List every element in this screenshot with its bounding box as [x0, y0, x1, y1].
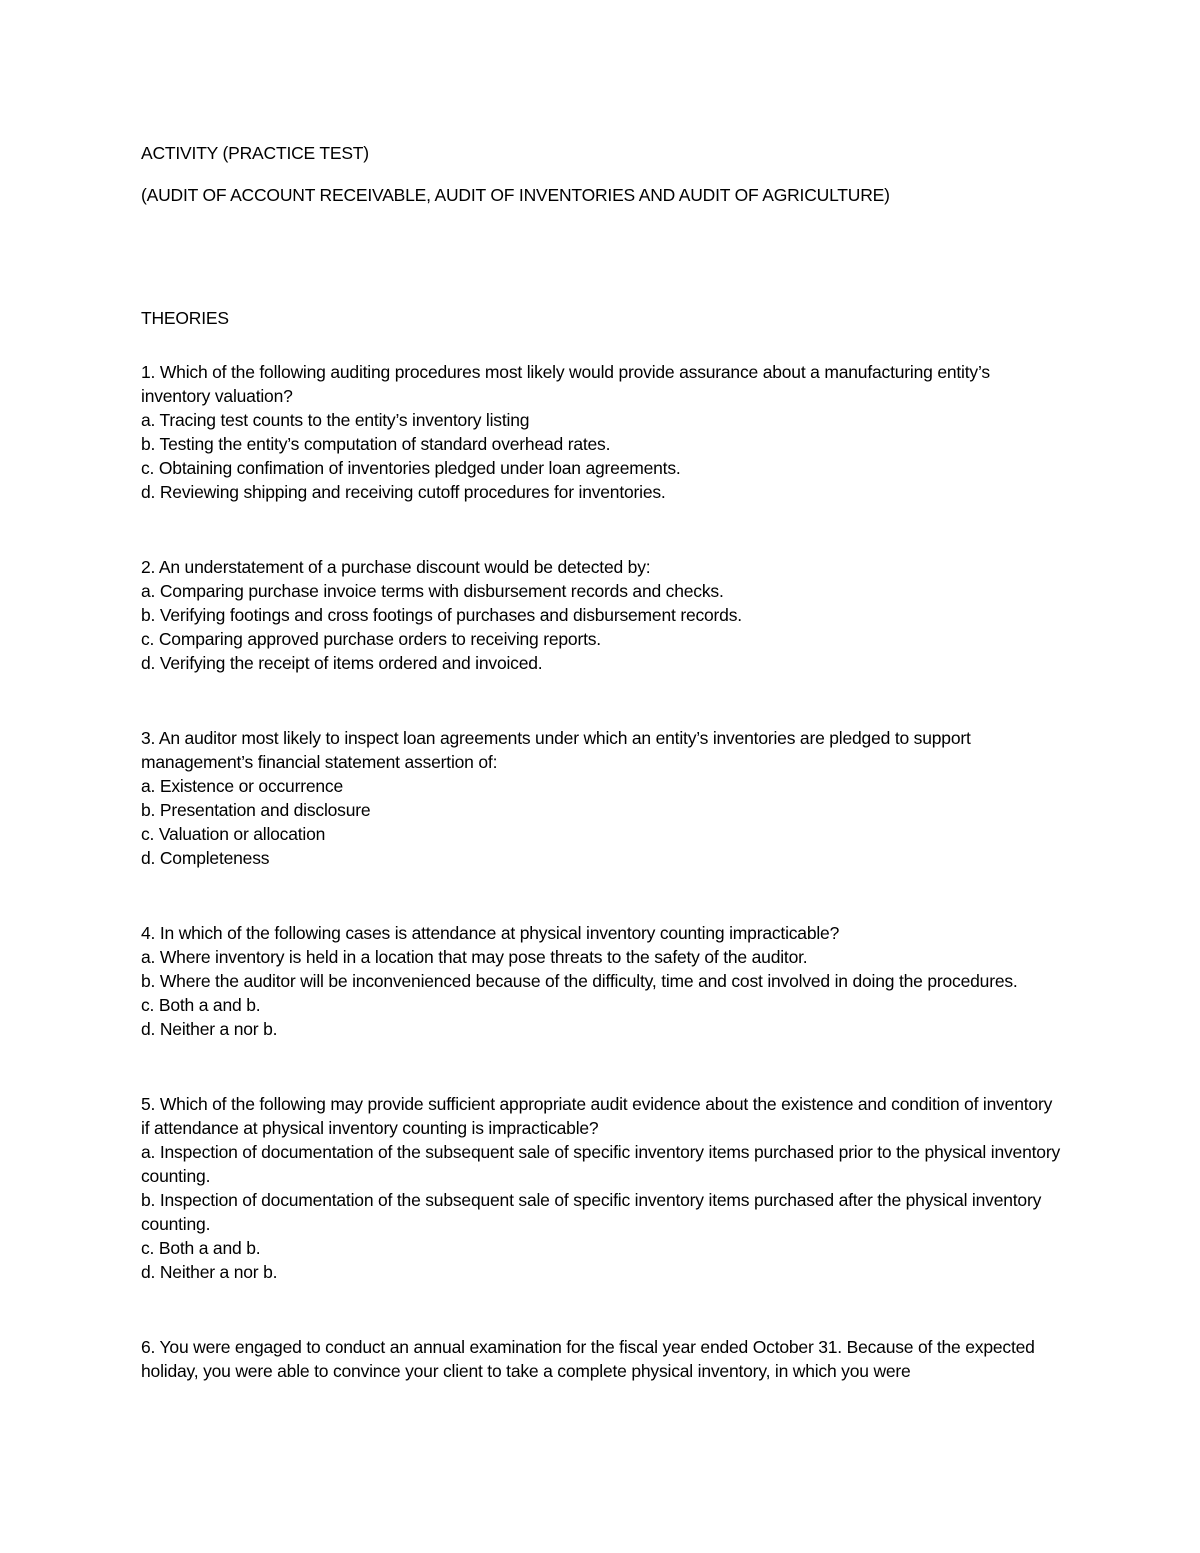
question-3 — [141, 726, 1061, 870]
answer-option-c: c. Both a and b. — [141, 995, 261, 1015]
question-stem: 6. You were engaged to conduct an annual examination for the fiscal year ended October 31. Because of the expected holiday, you were able to convince your client to take a complete physical inventory, in which you were — [141, 1337, 1035, 1381]
answer-option-d: d. Neither a nor b. — [141, 1019, 278, 1039]
question-stem: 2. An understatement of a purchase discount would be detected by: — [141, 557, 651, 577]
answer-option-b: b. Verifying footings and cross footings of purchases and disbursement records. — [141, 605, 742, 625]
answer-option-b: b. Where the auditor will be inconvenienced because of the difficulty, time and cost involved in doing the procedures. — [141, 971, 1018, 991]
question-4 — [141, 921, 1061, 1041]
document-title: ACTIVITY (PRACTICE TEST) — [141, 143, 369, 163]
answer-option-c: c. Obtaining confimation of inventories pledged under loan agreements. — [141, 458, 681, 478]
answer-option-b: b. Presentation and disclosure — [141, 800, 371, 820]
question-6 — [141, 1335, 1061, 1383]
answer-option-d: d. Completeness — [141, 848, 270, 868]
question-stem: 1. Which of the following auditing procedures most likely would provide assurance about a manufacturing entity’s inventory valuation? — [141, 362, 990, 406]
answer-option-c: c. Comparing approved purchase orders to receiving reports. — [141, 629, 601, 649]
answer-option-a: a. Where inventory is held in a location that may pose threats to the safety of the auditor. — [141, 947, 808, 967]
question-2 — [141, 555, 1061, 675]
answer-option-d: d. Verifying the receipt of items ordered and invoiced. — [141, 653, 543, 673]
answer-option-a: a. Inspection of documentation of the subsequent sale of specific inventory items purchased prior to the physical inventory counting. — [141, 1142, 1060, 1186]
question-5 — [141, 1092, 1061, 1284]
answer-option-a: a. Comparing purchase invoice terms with disbursement records and checks. — [141, 581, 724, 601]
document-subtitle: (AUDIT OF ACCOUNT RECEIVABLE, AUDIT OF INVENTORIES AND AUDIT OF AGRICULTURE) — [141, 185, 890, 205]
answer-option-a: a. Tracing test counts to the entity’s inventory listing — [141, 410, 530, 430]
answer-option-d: d. Reviewing shipping and receiving cutoff procedures for inventories. — [141, 482, 666, 502]
answer-option-c: c. Both a and b. — [141, 1238, 261, 1258]
question-stem: 5. Which of the following may provide sufficient appropriate audit evidence about the existence and condition of inventory if attendance at physical inventory counting is impracticable? — [141, 1094, 1053, 1138]
question-stem: 4. In which of the following cases is attendance at physical inventory counting impracticable? — [141, 923, 840, 943]
answer-option-a: a. Existence or occurrence — [141, 776, 343, 796]
question-stem: 3. An auditor most likely to inspect loan agreements under which an entity’s inventories are pledged to support management’s financial statement assertion of: — [141, 728, 971, 772]
document-body — [141, 141, 1061, 1383]
question-1 — [141, 360, 1061, 504]
answer-option-b: b. Testing the entity’s computation of standard overhead rates. — [141, 434, 611, 454]
answer-option-b: b. Inspection of documentation of the subsequent sale of specific inventory items purchased after the physical inventory counting. — [141, 1190, 1042, 1234]
section-heading-theories: THEORIES — [141, 308, 229, 328]
answer-option-d: d. Neither a nor b. — [141, 1262, 278, 1282]
answer-option-c: c. Valuation or allocation — [141, 824, 326, 844]
